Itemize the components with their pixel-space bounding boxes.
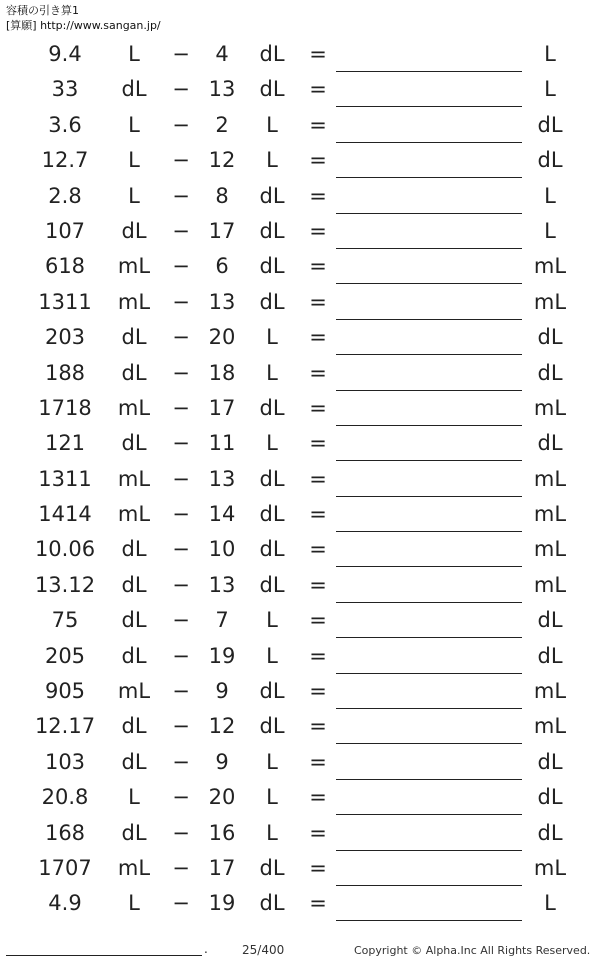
second-number: 7 <box>215 608 229 633</box>
second-unit: L <box>266 608 278 633</box>
equals-sign: = <box>309 643 327 668</box>
answer-unit: dL <box>537 820 563 845</box>
first-number: 203 <box>44 325 86 350</box>
answer-unit: L <box>544 218 556 243</box>
answer-unit: mL <box>533 466 567 491</box>
first-number: 12.7 <box>41 148 89 173</box>
minus-sign: − <box>172 855 190 880</box>
second-number: 13 <box>208 77 236 102</box>
first-unit: mL <box>117 502 151 527</box>
problem-row <box>0 249 600 284</box>
first-number: 1311 <box>38 466 92 491</box>
equals-sign: = <box>309 289 327 314</box>
answer-unit: mL <box>533 502 567 527</box>
minus-sign: − <box>172 679 190 704</box>
first-number: 107 <box>44 218 86 243</box>
first-unit: mL <box>117 855 151 880</box>
minus-sign: − <box>172 77 190 102</box>
equals-sign: = <box>309 77 327 102</box>
second-unit: dL <box>259 254 285 279</box>
second-number: 2 <box>215 112 229 137</box>
second-number: 8 <box>215 183 229 208</box>
minus-sign: − <box>172 42 190 66</box>
second-number: 19 <box>208 891 236 916</box>
problem-row <box>0 674 600 709</box>
first-number: 1718 <box>38 395 92 420</box>
problem-row <box>0 462 600 497</box>
answer-unit: dL <box>537 360 563 385</box>
second-number: 6 <box>215 254 229 279</box>
second-number: 19 <box>208 643 236 668</box>
problem-list <box>0 37 600 922</box>
equals-sign: = <box>309 820 327 845</box>
second-unit: dL <box>259 572 285 597</box>
second-number: 20 <box>208 325 236 350</box>
equals-sign: = <box>309 714 327 739</box>
first-unit: dL <box>121 218 147 243</box>
second-unit: L <box>266 785 278 810</box>
second-number: 13 <box>208 466 236 491</box>
equals-sign: = <box>309 325 327 350</box>
answer-unit: mL <box>533 572 567 597</box>
equals-sign: = <box>309 679 327 704</box>
worksheet-header <box>6 3 161 33</box>
second-number: 13 <box>208 289 236 314</box>
first-unit: dL <box>121 431 147 456</box>
problem-row <box>0 320 600 355</box>
equals-sign: = <box>309 608 327 633</box>
first-unit: mL <box>117 289 151 314</box>
minus-sign: − <box>172 325 190 350</box>
answer-unit: mL <box>533 254 567 279</box>
second-unit: dL <box>259 289 285 314</box>
equals-sign: = <box>309 254 327 279</box>
first-unit: L <box>128 785 140 810</box>
equals-sign: = <box>309 537 327 562</box>
first-number: 3.6 <box>48 112 82 137</box>
second-unit: dL <box>259 395 285 420</box>
minus-sign: − <box>172 537 190 562</box>
equals-sign: = <box>309 431 327 456</box>
first-unit: L <box>128 42 140 66</box>
second-unit: dL <box>259 218 285 243</box>
second-number: 10 <box>208 537 236 562</box>
first-number: 12.17 <box>34 714 96 739</box>
problem-row <box>0 709 600 744</box>
equals-sign: = <box>309 112 327 137</box>
problem-row <box>0 143 600 178</box>
page-number: 25/400 <box>242 943 285 957</box>
second-unit: L <box>266 643 278 668</box>
second-unit: dL <box>259 502 285 527</box>
answer-unit: dL <box>537 643 563 668</box>
second-number: 14 <box>208 502 236 527</box>
first-number: 168 <box>44 820 86 845</box>
minus-sign: − <box>172 714 190 739</box>
problem-row <box>0 816 600 851</box>
first-unit: dL <box>121 820 147 845</box>
minus-sign: − <box>172 183 190 208</box>
first-unit: dL <box>121 77 147 102</box>
minus-sign: − <box>172 572 190 597</box>
answer-unit: dL <box>537 112 563 137</box>
answer-unit: L <box>544 891 556 916</box>
first-number: 10.06 <box>34 537 96 562</box>
first-number: 1414 <box>38 502 92 527</box>
first-unit: L <box>128 891 140 916</box>
equals-sign: = <box>309 360 327 385</box>
problem-row <box>0 568 600 603</box>
second-unit: dL <box>259 891 285 916</box>
answer-unit: L <box>544 183 556 208</box>
first-number: 618 <box>44 254 86 279</box>
first-number: 205 <box>44 643 86 668</box>
minus-sign: − <box>172 360 190 385</box>
first-unit: mL <box>117 679 151 704</box>
first-number: 905 <box>44 679 86 704</box>
equals-sign: = <box>309 502 327 527</box>
second-unit: dL <box>259 714 285 739</box>
equals-sign: = <box>309 891 327 916</box>
second-number: 11 <box>208 431 236 456</box>
second-unit: dL <box>259 855 285 880</box>
first-unit: dL <box>121 643 147 668</box>
first-unit: mL <box>117 395 151 420</box>
second-number: 9 <box>215 679 229 704</box>
second-number: 12 <box>208 714 236 739</box>
problem-row <box>0 780 600 815</box>
second-number: 12 <box>208 148 236 173</box>
equals-sign: = <box>309 148 327 173</box>
name-line <box>6 955 202 956</box>
minus-sign: − <box>172 431 190 456</box>
answer-unit: mL <box>533 714 567 739</box>
second-unit: L <box>266 360 278 385</box>
first-number: 75 <box>51 608 79 633</box>
second-unit: L <box>266 749 278 774</box>
minus-sign: − <box>172 608 190 633</box>
problem-row <box>0 497 600 532</box>
problem-row <box>0 179 600 214</box>
first-unit: dL <box>121 572 147 597</box>
second-unit: dL <box>259 466 285 491</box>
first-number: 9.4 <box>48 42 82 66</box>
answer-unit: dL <box>537 148 563 173</box>
problem-row <box>0 603 600 638</box>
problem-row <box>0 72 600 107</box>
second-unit: L <box>266 112 278 137</box>
minus-sign: − <box>172 502 190 527</box>
equals-sign: = <box>309 42 327 66</box>
first-number: 33 <box>51 77 79 102</box>
second-number: 17 <box>208 395 236 420</box>
minus-sign: − <box>172 289 190 314</box>
problem-row <box>0 285 600 320</box>
answer-unit: mL <box>533 537 567 562</box>
second-number: 17 <box>208 855 236 880</box>
second-number: 16 <box>208 820 236 845</box>
footer-dot: . <box>204 942 208 956</box>
answer-unit: dL <box>537 608 563 633</box>
problem-row <box>0 108 600 143</box>
problem-row <box>0 886 600 921</box>
first-unit: dL <box>121 749 147 774</box>
worksheet-footer <box>0 938 600 962</box>
equals-sign: = <box>309 395 327 420</box>
first-number: 121 <box>44 431 86 456</box>
problem-row <box>0 356 600 391</box>
first-unit: mL <box>117 466 151 491</box>
answer-unit: L <box>544 77 556 102</box>
minus-sign: − <box>172 395 190 420</box>
problem-row <box>0 639 600 674</box>
answer-unit: mL <box>533 289 567 314</box>
minus-sign: − <box>172 643 190 668</box>
second-unit: dL <box>259 42 285 66</box>
first-unit: dL <box>121 360 147 385</box>
equals-sign: = <box>309 785 327 810</box>
answer-unit: dL <box>537 785 563 810</box>
first-unit: L <box>128 112 140 137</box>
equals-sign: = <box>309 572 327 597</box>
second-unit: L <box>266 431 278 456</box>
equals-sign: = <box>309 218 327 243</box>
equals-sign: = <box>309 749 327 774</box>
problem-row <box>0 745 600 780</box>
second-number: 18 <box>208 360 236 385</box>
second-unit: dL <box>259 77 285 102</box>
second-unit: L <box>266 325 278 350</box>
minus-sign: − <box>172 466 190 491</box>
answer-unit: dL <box>537 325 563 350</box>
minus-sign: − <box>172 749 190 774</box>
answer-unit: L <box>544 42 556 66</box>
first-number: 1311 <box>38 289 92 314</box>
equals-sign: = <box>309 466 327 491</box>
problem-row <box>0 426 600 461</box>
second-unit: dL <box>259 537 285 562</box>
second-number: 17 <box>208 218 236 243</box>
first-number: 13.12 <box>34 572 96 597</box>
first-number: 2.8 <box>48 183 82 208</box>
second-unit: L <box>266 148 278 173</box>
second-unit: dL <box>259 183 285 208</box>
worksheet-title: 容積の引き算1 <box>6 4 79 17</box>
second-number: 4 <box>215 42 229 66</box>
problem-row <box>0 532 600 567</box>
problem-row <box>0 851 600 886</box>
first-unit: dL <box>121 714 147 739</box>
second-number: 9 <box>215 749 229 774</box>
answer-unit: dL <box>537 431 563 456</box>
minus-sign: − <box>172 218 190 243</box>
minus-sign: − <box>172 820 190 845</box>
first-number: 103 <box>44 749 86 774</box>
first-number: 4.9 <box>48 891 82 916</box>
site-link[interactable]: [算願] http://www.sangan.jp/ <box>6 19 161 32</box>
problem-row <box>0 37 600 72</box>
first-unit: dL <box>121 325 147 350</box>
second-number: 13 <box>208 572 236 597</box>
minus-sign: − <box>172 112 190 137</box>
second-unit: dL <box>259 679 285 704</box>
answer-unit: dL <box>537 749 563 774</box>
first-number: 20.8 <box>41 785 89 810</box>
minus-sign: − <box>172 891 190 916</box>
minus-sign: − <box>172 785 190 810</box>
first-unit: dL <box>121 537 147 562</box>
minus-sign: − <box>172 148 190 173</box>
answer-blank[interactable] <box>336 920 522 921</box>
copyright-text: Copyright © Alpha.Inc All Rights Reserved. <box>354 944 591 957</box>
first-unit: L <box>128 148 140 173</box>
answer-unit: mL <box>533 395 567 420</box>
answer-unit: mL <box>533 679 567 704</box>
problem-row <box>0 391 600 426</box>
equals-sign: = <box>309 855 327 880</box>
second-unit: L <box>266 820 278 845</box>
minus-sign: − <box>172 254 190 279</box>
answer-unit: mL <box>533 855 567 880</box>
equals-sign: = <box>309 183 327 208</box>
first-unit: mL <box>117 254 151 279</box>
first-unit: dL <box>121 608 147 633</box>
first-unit: L <box>128 183 140 208</box>
second-number: 20 <box>208 785 236 810</box>
first-number: 188 <box>44 360 86 385</box>
first-number: 1707 <box>38 855 92 880</box>
problem-row <box>0 214 600 249</box>
